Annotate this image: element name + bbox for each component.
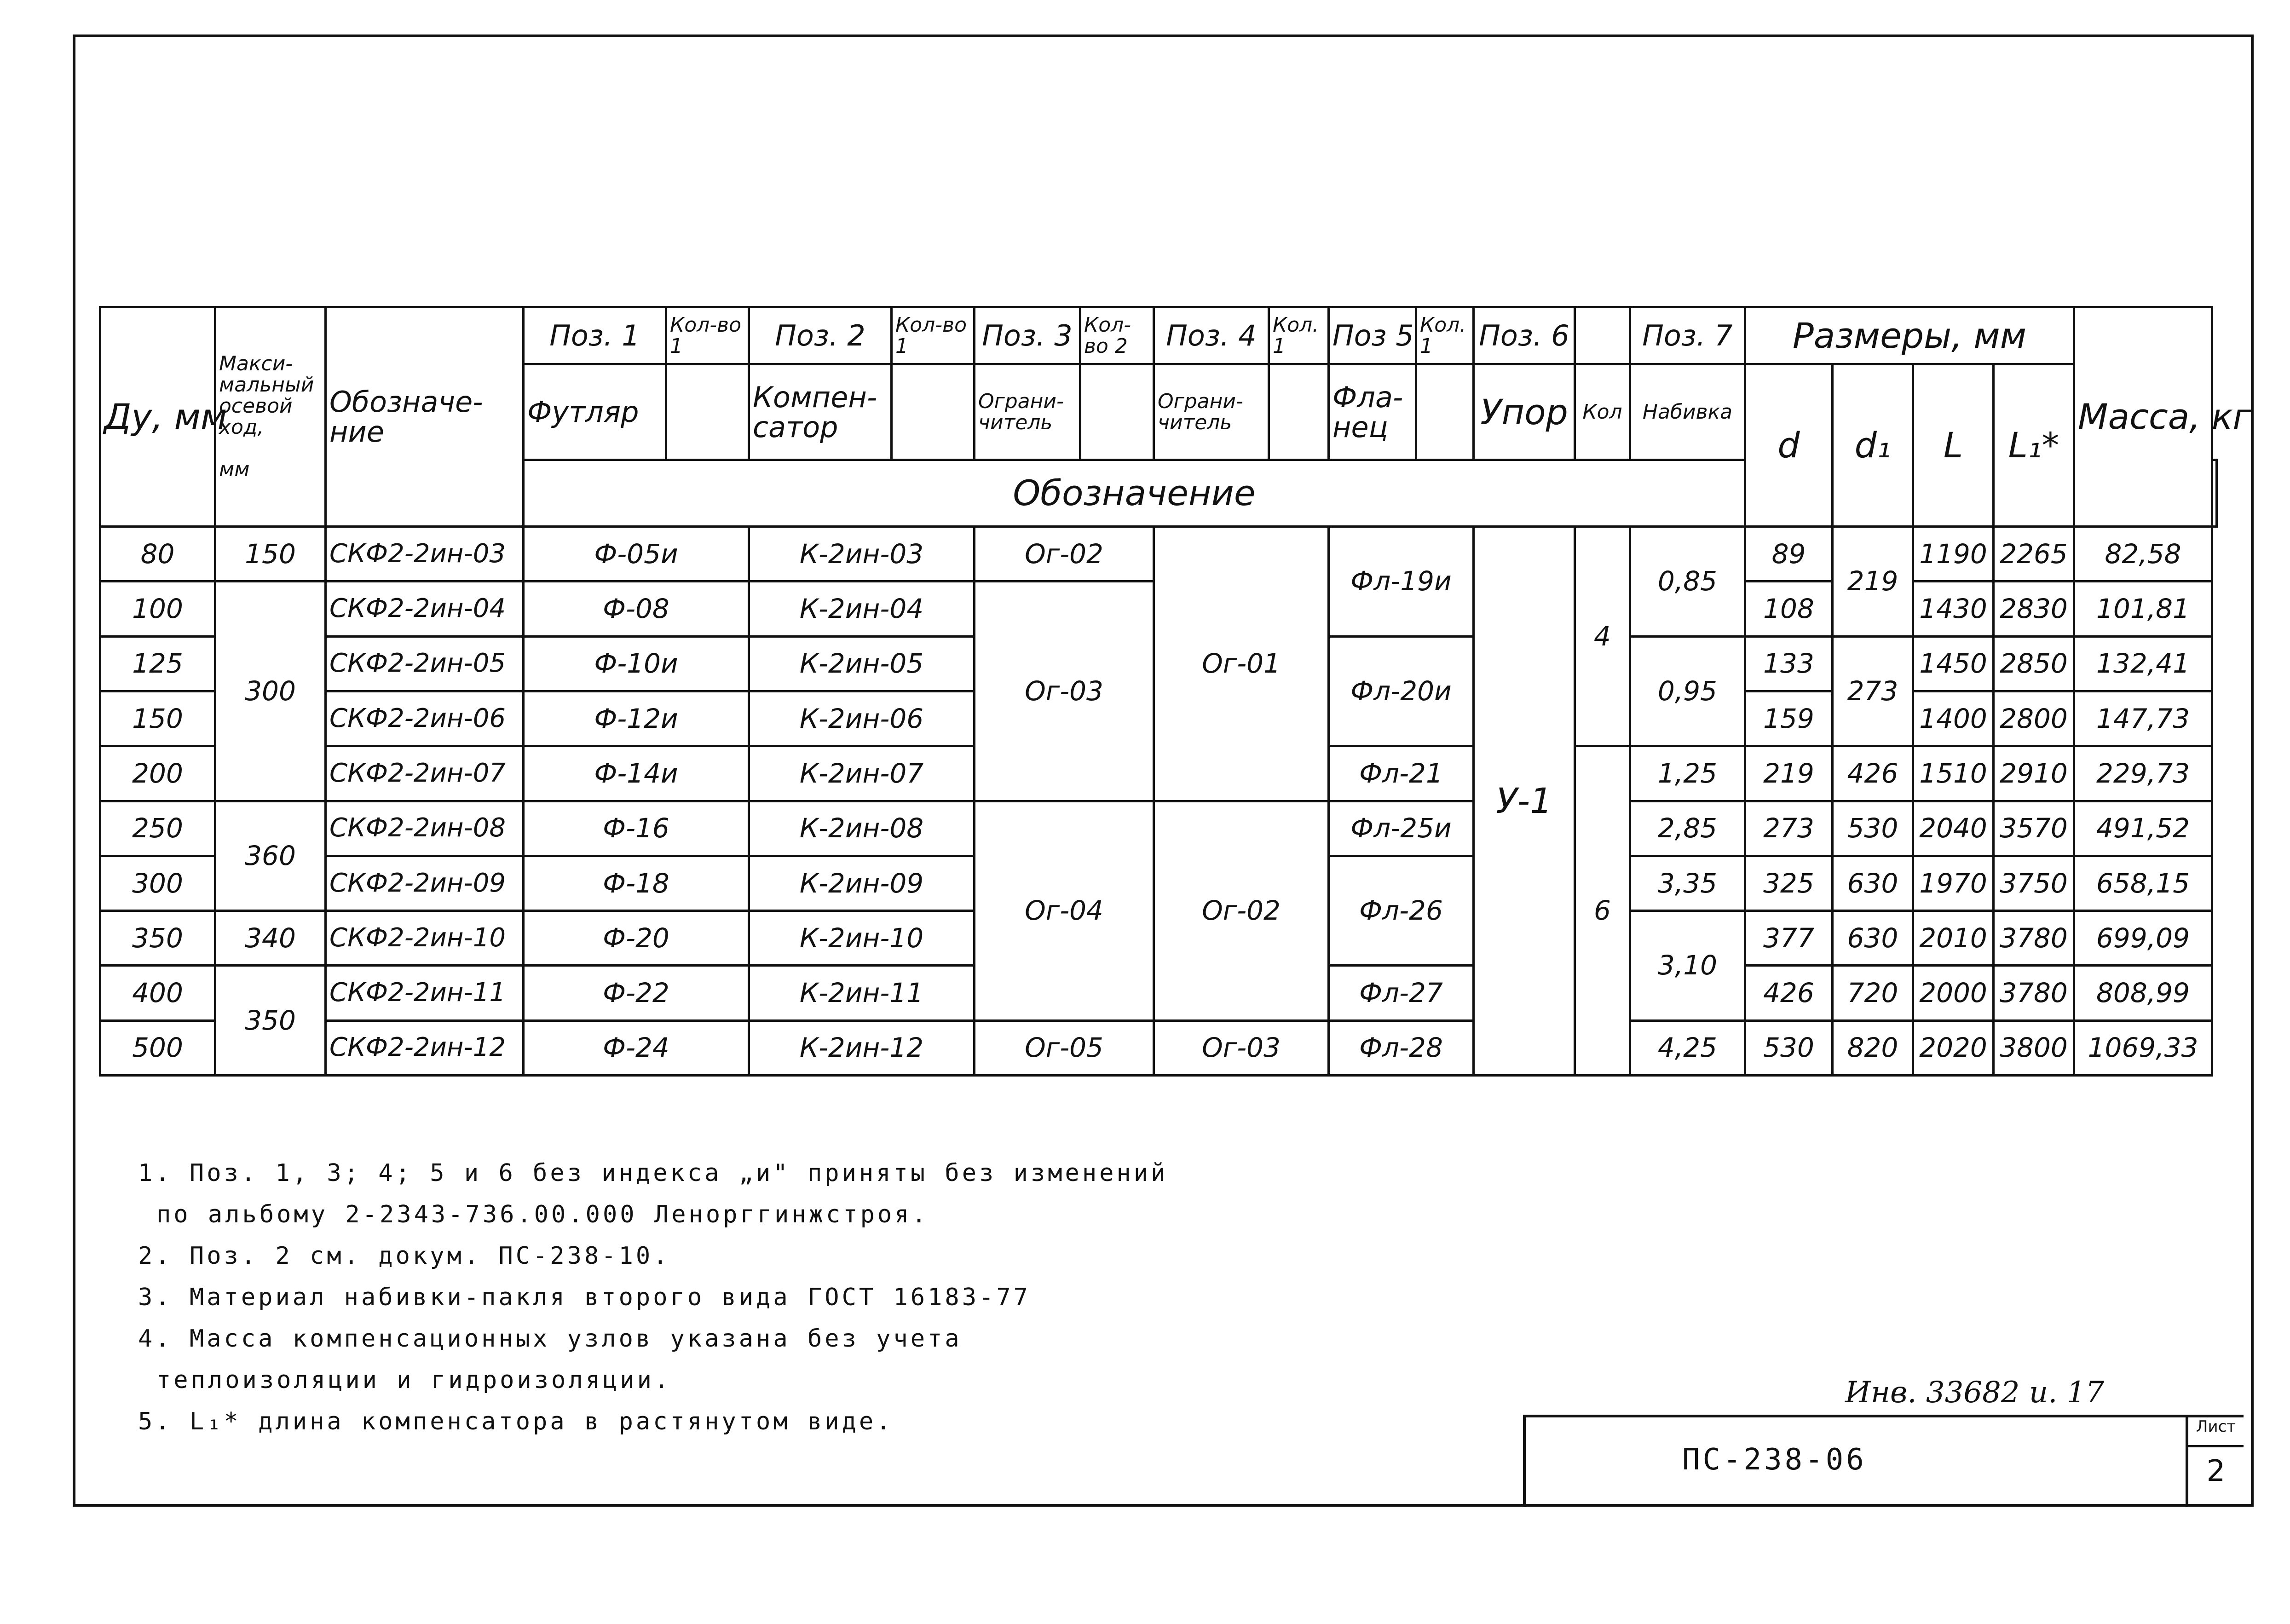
pos1-cell: Ф-18	[524, 856, 749, 910]
mass-cell: 658,15	[2074, 856, 2212, 910]
header-L: L	[1913, 364, 1994, 527]
d1-cell: 720	[1833, 966, 1913, 1020]
L-cell: 2000	[1913, 966, 1994, 1020]
note-2: 2. Поз. 2 см. докум. ПС-238-10.	[138, 1242, 670, 1270]
header-blank4	[1269, 364, 1329, 460]
mass-cell: 491,52	[2074, 801, 2212, 856]
inventory-number: Инв. 33682 и. 17	[1845, 1376, 2105, 1410]
pos6-qty-cell: 6	[1575, 746, 1630, 1076]
L-cell: 1400	[1913, 691, 1994, 746]
header-qty1: Кол-во 1	[666, 307, 749, 364]
L-cell: 2040	[1913, 801, 1994, 856]
sheet-box	[2186, 1417, 2244, 1507]
header-name4: Ограни-читель	[1154, 364, 1269, 460]
du-cell: 300	[100, 856, 215, 910]
mass-cell: 229,73	[2074, 746, 2212, 801]
pos1-cell: Ф-10и	[524, 636, 749, 691]
pos5-cell: Фл-26	[1329, 856, 1474, 966]
sheet-number: 2	[2206, 1454, 2226, 1488]
title-block	[1523, 1415, 2244, 1507]
note-4-cont: теплоизоляции и гидроизоляции.	[156, 1366, 672, 1394]
du-cell: 100	[100, 582, 215, 636]
header-name6: Упор	[1474, 364, 1575, 460]
pos7-cell: 2,85	[1630, 801, 1745, 856]
pos1-cell: Ф-24	[524, 1020, 749, 1075]
code-cell: СКФ2-2ин-11	[326, 966, 524, 1020]
header-blank2	[892, 364, 975, 460]
pos5-cell: Фл-25и	[1329, 801, 1474, 856]
table-row	[100, 527, 2217, 582]
pos2-cell: К-2ин-11	[749, 966, 975, 1020]
code-cell: СКФ2-2ин-05	[326, 636, 524, 691]
header-designation-span: Обозначение	[524, 460, 1745, 526]
pos2-cell: К-2ин-04	[749, 582, 975, 636]
du-cell: 80	[100, 527, 215, 582]
header-du: Ду, мм	[100, 307, 215, 527]
pos1-cell: Ф-05и	[524, 527, 749, 582]
pos2-cell: К-2ин-12	[749, 1020, 975, 1075]
stroke-cell: 360	[215, 801, 326, 911]
mass-cell: 1069,33	[2074, 1020, 2212, 1075]
specification-table	[99, 306, 2251, 1077]
pos2-cell: К-2ин-10	[749, 911, 975, 966]
code-cell: СКФ2-2ин-12	[326, 1020, 524, 1075]
pos7-cell: 3,35	[1630, 856, 1745, 910]
pos1-cell: Ф-14и	[524, 746, 749, 801]
pos3-cell: Ог-03	[975, 582, 1154, 801]
L1-cell: 2265	[1994, 527, 2074, 582]
pos7-cell: 4,25	[1630, 1020, 1745, 1075]
pos3-cell: Ог-02	[975, 527, 1154, 582]
header-blank5	[1416, 364, 1474, 460]
header-blank3	[1080, 364, 1154, 460]
d-cell: 219	[1745, 746, 1833, 801]
pos1-cell: Ф-20	[524, 911, 749, 966]
header-qty4: Кол. 1	[1269, 307, 1329, 364]
mass-cell: 699,09	[2074, 911, 2212, 966]
mass-cell: 82,58	[2074, 527, 2212, 582]
header-pos7: Поз. 7	[1630, 307, 1745, 364]
d1-cell: 630	[1833, 856, 1913, 910]
pos1-cell: Ф-08	[524, 582, 749, 636]
pos5-cell: Фл-28	[1329, 1020, 1474, 1075]
L1-cell: 2830	[1994, 582, 2074, 636]
pos1-cell: Ф-16	[524, 801, 749, 856]
d-cell: 325	[1745, 856, 1833, 910]
header-d1: d₁	[1833, 364, 1913, 527]
code-cell: СКФ2-2ин-07	[326, 746, 524, 801]
header-pos6: Поз. 6	[1474, 307, 1575, 364]
du-cell: 400	[100, 966, 215, 1020]
header-blank1	[666, 364, 749, 460]
d1-cell: 273	[1833, 636, 1913, 746]
pos3-cell: Ог-05	[975, 1020, 1154, 1075]
pos2-cell: К-2ин-07	[749, 746, 975, 801]
pos6-qty-cell: 4	[1575, 527, 1630, 746]
note-5: 5. L₁* длина компенсатора в растянутом виде.	[138, 1408, 894, 1435]
pos2-cell: К-2ин-03	[749, 527, 975, 582]
pos5-cell: Фл-27	[1329, 966, 1474, 1020]
L1-cell: 3800	[1994, 1020, 2074, 1075]
d-cell: 530	[1745, 1020, 1833, 1075]
pos3-cell: Ог-04	[975, 801, 1154, 1020]
L-cell: 1510	[1913, 746, 1994, 801]
header-qty3: Кол-во 2	[1080, 307, 1154, 364]
pos7-cell: 0,85	[1630, 527, 1745, 637]
pos5-cell: Фл-19и	[1329, 527, 1474, 637]
L1-cell: 2800	[1994, 691, 2074, 746]
header-name2: Компен-сатор	[749, 364, 892, 460]
header-qty6-blank	[1575, 307, 1630, 364]
d1-cell: 820	[1833, 1020, 1913, 1075]
pos1-cell: Ф-22	[524, 966, 749, 1020]
L1-cell: 2910	[1994, 746, 2074, 801]
notes-block	[138, 1152, 1196, 1442]
header-sizes: Размеры, мм	[1745, 307, 2074, 364]
d1-cell: 426	[1833, 746, 1913, 801]
L-cell: 1190	[1913, 527, 1994, 582]
d1-cell: 630	[1833, 911, 1913, 966]
header-mass: Масса, кг	[2074, 307, 2212, 527]
header-qty5: Кол. 1	[1416, 307, 1474, 364]
header-qty2: Кол-во 1	[892, 307, 975, 364]
note-3: 3. Материал набивки-пакля второго вида ГОСТ 16183-77	[138, 1284, 1031, 1311]
header-name7: Набивка	[1630, 364, 1745, 460]
header-name3: Ограни-читель	[975, 364, 1080, 460]
pos4-cell: Ог-02	[1154, 801, 1329, 1020]
L-cell: 1970	[1913, 856, 1994, 910]
stroke-cell: 150	[215, 527, 326, 582]
mass-cell: 132,41	[2074, 636, 2212, 691]
du-cell: 200	[100, 746, 215, 801]
header-pos2: Поз. 2	[749, 307, 892, 364]
note-4: 4. Масса компенсационных узлов указана без учета	[138, 1325, 962, 1353]
pos2-cell: К-2ин-06	[749, 691, 975, 746]
code-cell: СКФ2-2ин-10	[326, 911, 524, 966]
pos2-cell: К-2ин-05	[749, 636, 975, 691]
L-cell: 2010	[1913, 911, 1994, 966]
d-cell: 377	[1745, 911, 1833, 966]
L1-cell: 3750	[1994, 856, 2074, 910]
L1-cell: 2850	[1994, 636, 2074, 691]
pos5-cell: Фл-20и	[1329, 636, 1474, 746]
d-cell: 108	[1745, 582, 1833, 636]
code-cell: СКФ2-2ин-03	[326, 527, 524, 582]
header-designation: Обозначе-ние	[326, 307, 524, 527]
du-cell: 125	[100, 636, 215, 691]
L-cell: 1450	[1913, 636, 1994, 691]
L1-cell: 3780	[1994, 911, 2074, 966]
d-cell: 426	[1745, 966, 1833, 1020]
stroke-cell: 340	[215, 911, 326, 966]
code-cell: СКФ2-2ин-09	[326, 856, 524, 910]
du-cell: 500	[100, 1020, 215, 1075]
code-cell: СКФ2-2ин-08	[326, 801, 524, 856]
d1-cell: 530	[1833, 801, 1913, 856]
table-row	[100, 801, 2217, 856]
header-name1: Футляр	[524, 364, 666, 460]
sheet-label: Лист	[2188, 1417, 2244, 1447]
d-cell: 133	[1745, 636, 1833, 691]
d1-cell: 219	[1833, 527, 1913, 637]
pos1-cell: Ф-12и	[524, 691, 749, 746]
mass-cell: 808,99	[2074, 966, 2212, 1020]
code-cell: СКФ2-2ин-04	[326, 582, 524, 636]
pos4-cell: Ог-01	[1154, 527, 1329, 801]
header-d: d	[1745, 364, 1833, 527]
L-cell: 1430	[1913, 582, 1994, 636]
note-1: 1. Поз. 1, 3; 4; 5 и 6 без индекса „и" приняты без изменений	[138, 1159, 1168, 1187]
mass-cell: 101,81	[2074, 582, 2212, 636]
pos7-cell: 0,95	[1630, 636, 1745, 746]
d-cell: 159	[1745, 691, 1833, 746]
table-row	[100, 1020, 2217, 1075]
L1-cell: 3780	[1994, 966, 2074, 1020]
pos2-cell: К-2ин-08	[749, 801, 975, 856]
code-cell: СКФ2-2ин-06	[326, 691, 524, 746]
pos4-cell: Ог-03	[1154, 1020, 1329, 1075]
L1-cell: 3570	[1994, 801, 2074, 856]
pos7-cell: 3,10	[1630, 911, 1745, 1021]
du-cell: 150	[100, 691, 215, 746]
stroke-cell: 350	[215, 966, 326, 1076]
header-pos5: Поз 5	[1329, 307, 1416, 364]
header-pos3: Поз. 3	[975, 307, 1080, 364]
L-cell: 2020	[1913, 1020, 1994, 1075]
header-qty6: Кол	[1575, 364, 1630, 460]
header-pos4: Поз. 4	[1154, 307, 1269, 364]
header-name5: Фла-нец	[1329, 364, 1416, 460]
header-max-stroke: Макси-мальный осевой ход, мм	[215, 307, 326, 527]
d-cell: 89	[1745, 527, 1833, 582]
pos7-cell: 1,25	[1630, 746, 1745, 801]
stroke-cell: 300	[215, 582, 326, 801]
pos5-cell: Фл-21	[1329, 746, 1474, 801]
pos2-cell: К-2ин-09	[749, 856, 975, 910]
d-cell: 273	[1745, 801, 1833, 856]
du-cell: 350	[100, 911, 215, 966]
pos6-cell: У-1	[1474, 527, 1575, 1076]
note-1-cont: по альбому 2-2343-736.00.000 Ленорггинжстроя.	[156, 1201, 929, 1228]
du-cell: 250	[100, 801, 215, 856]
header-L1: L₁*	[1994, 364, 2074, 527]
document-code: ПС-238-06	[1682, 1443, 1867, 1477]
mass-cell: 147,73	[2074, 691, 2212, 746]
header-pos1: Поз. 1	[524, 307, 666, 364]
header-blank7	[2212, 460, 2217, 526]
